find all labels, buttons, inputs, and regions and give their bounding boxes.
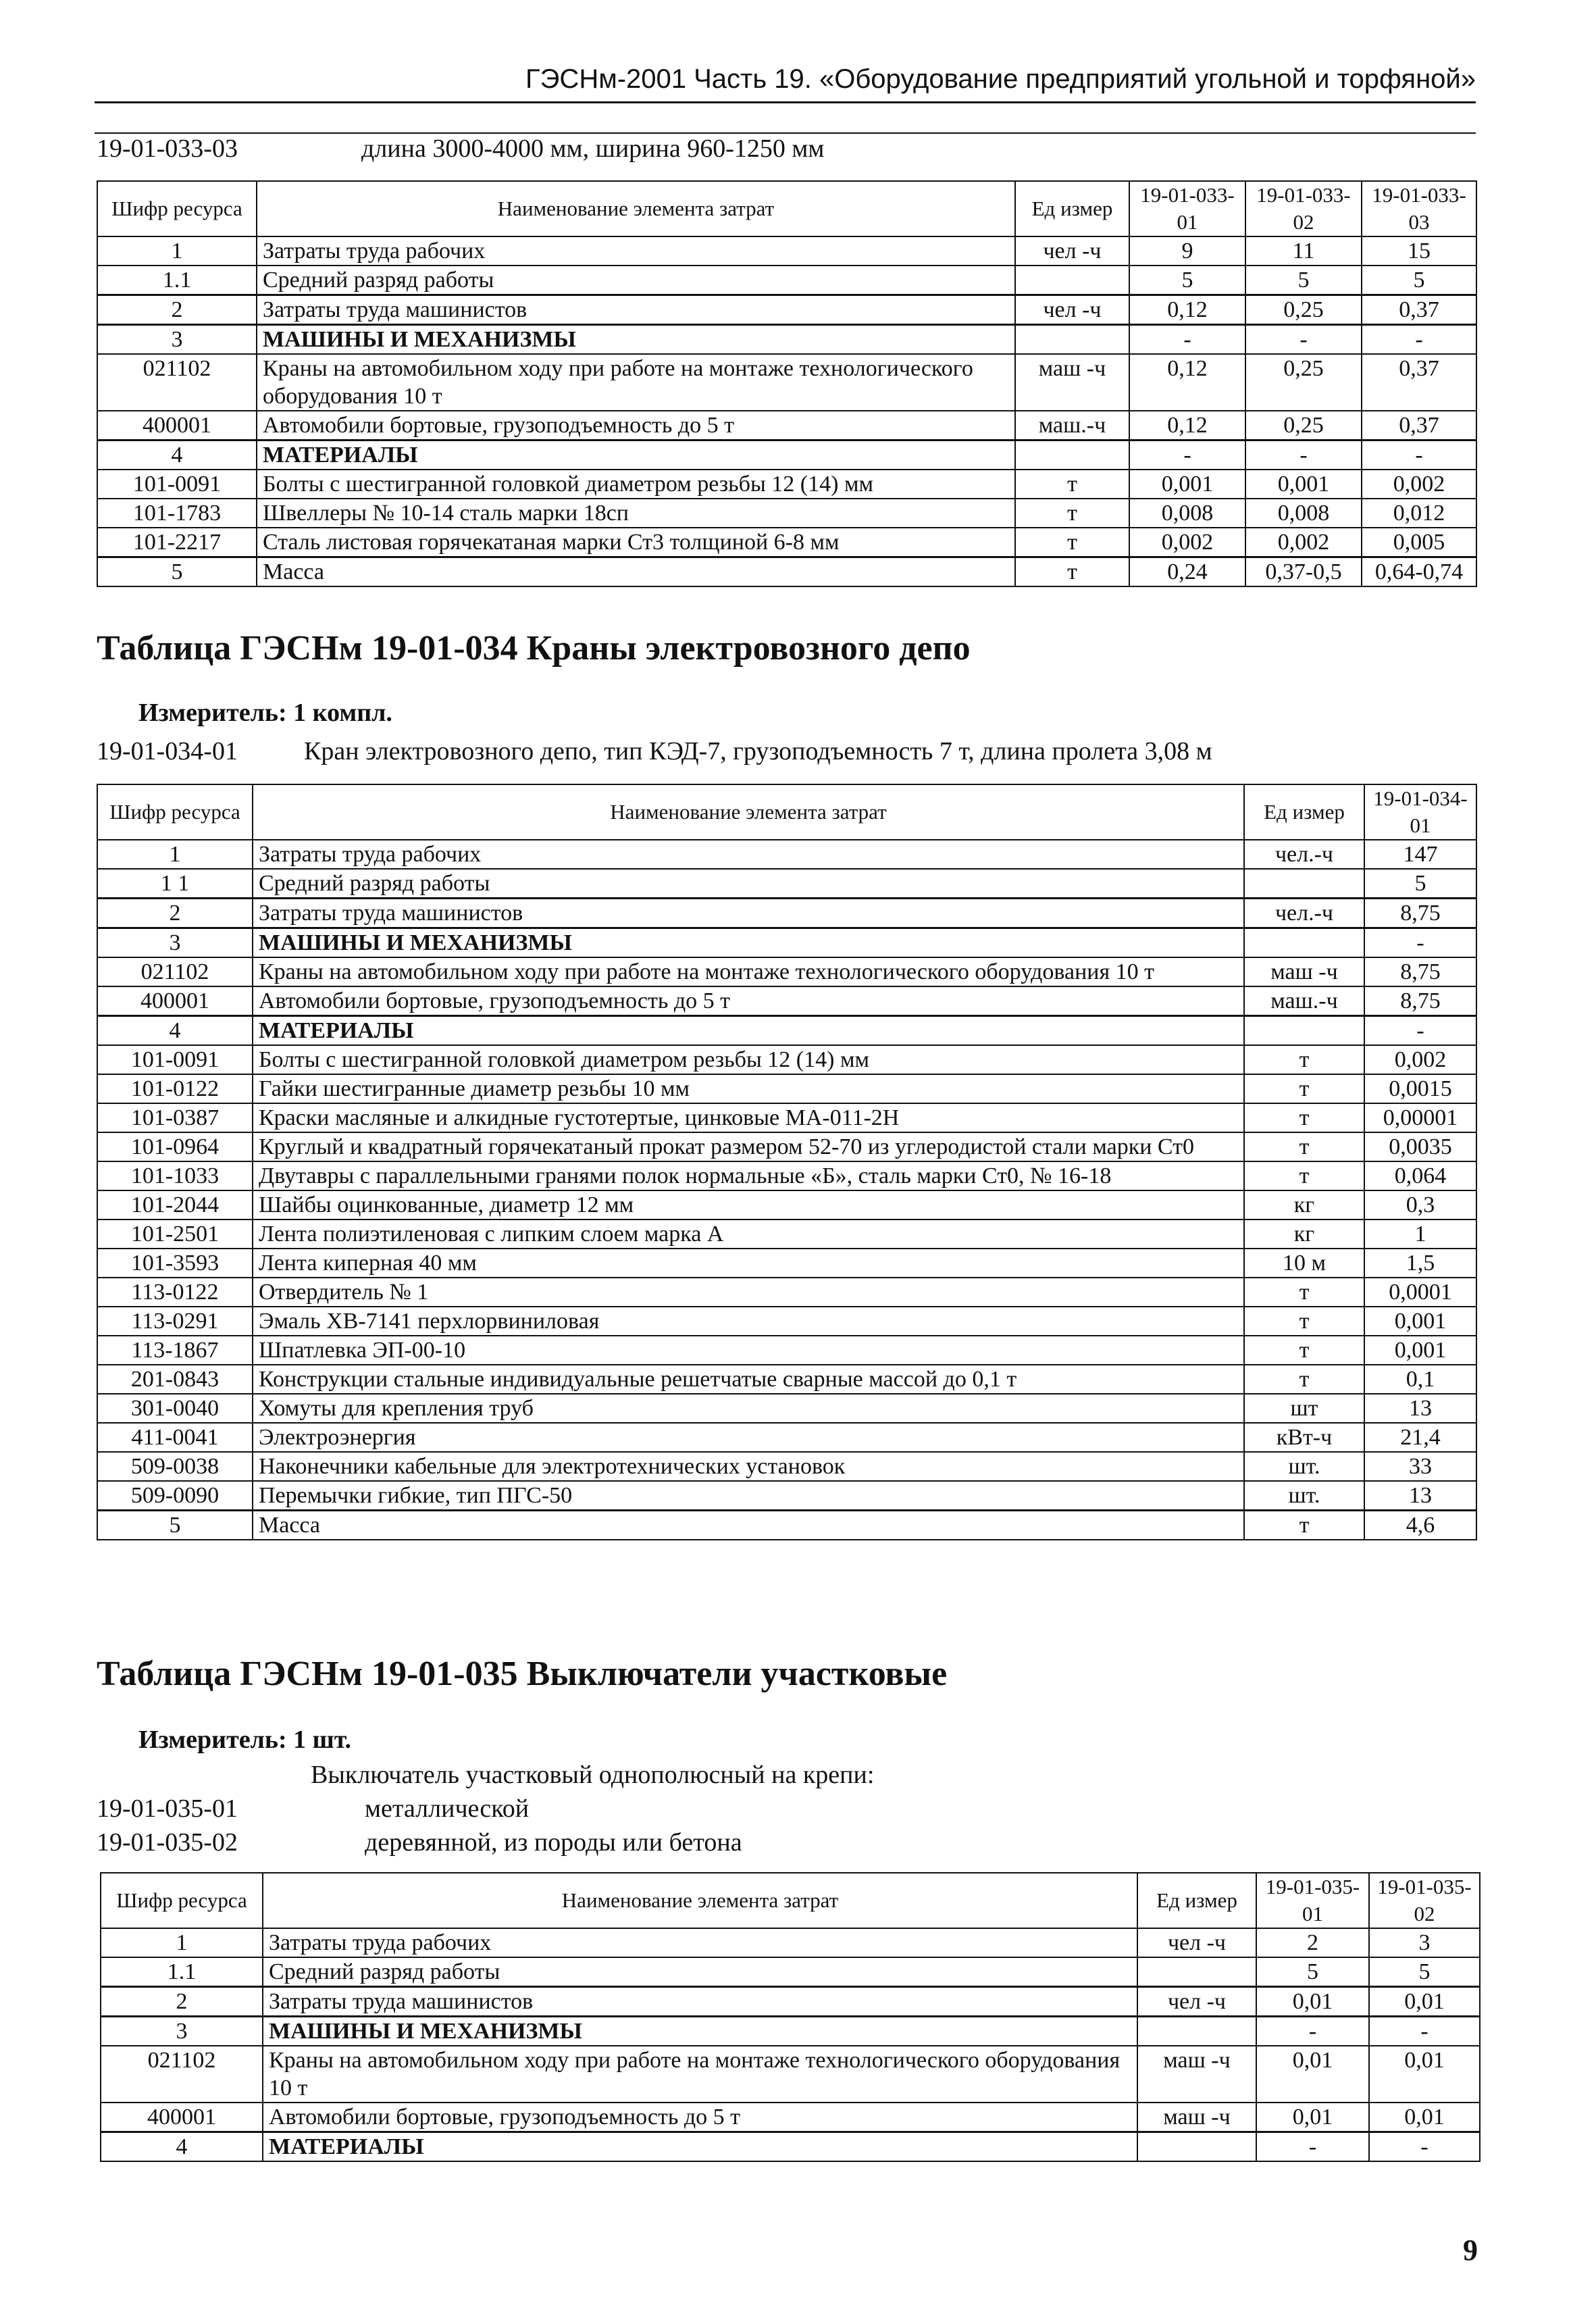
cell-unit: 10 м — [1244, 1249, 1364, 1278]
cell-unit: чел.-ч — [1244, 899, 1364, 928]
cell-name: Краны на автомобильном ходу при работе на монтаже технологического оборудования 10 т — [257, 354, 1015, 411]
table-row — [97, 1219, 1476, 1249]
cell-name: Сталь листовая горячекатаная марки Ст3 толщиной 6-8 мм — [257, 528, 1015, 557]
cell-value: - — [1256, 2132, 1369, 2162]
cell-code: 4 — [101, 2132, 263, 2162]
table-19-01-033 — [97, 180, 1477, 587]
cell-value: 0,001 — [1364, 1336, 1476, 1365]
cell-code: 2 — [97, 295, 257, 325]
cell-name: Электроэнергия — [253, 1423, 1244, 1452]
col-header-unit: Ед измер — [1015, 181, 1129, 236]
cell-name: Круглый и квадратный горячекатаный прокат размером 52-70 из углеродистой стали марки Ст0 — [253, 1132, 1244, 1161]
table-row — [97, 840, 1476, 869]
cell-unit: т — [1244, 1511, 1364, 1540]
cell-code: 5 — [97, 557, 257, 587]
cell-name: Двутавры с параллельными гранями полок нормальные «Б», сталь марки Ст0, № 16-18 — [253, 1161, 1244, 1190]
cell-name: Наконечники кабельные для электротехнических установок — [253, 1452, 1244, 1481]
cell-name: МАШИНЫ И МЕХАНИЗМЫ — [263, 2017, 1137, 2046]
table-row — [97, 928, 1476, 958]
cell-name: Краны на автомобильном ходу при работе на монтаже технологического оборудования 10 т — [263, 2046, 1137, 2103]
cell-unit: т — [1244, 1161, 1364, 1190]
block1-code: 19-01-033-03 — [97, 134, 238, 163]
cell-code: 021102 — [97, 354, 257, 411]
measure-034: Измеритель: 1 компл. — [138, 699, 392, 727]
cell-value: 0,002 — [1362, 470, 1476, 499]
cell-code: 301-0040 — [97, 1394, 253, 1423]
cell-unit: кг — [1244, 1219, 1364, 1249]
table-row — [97, 441, 1476, 470]
cell-code: 509-0038 — [97, 1452, 253, 1481]
table-row — [101, 1987, 1480, 2017]
cell-value: 0,01 — [1256, 2046, 1369, 2103]
cell-name: Шайбы оцинкованные, диаметр 12 мм — [253, 1190, 1244, 1219]
cell-code: 411-0041 — [97, 1423, 253, 1452]
cell-value: 0,064 — [1364, 1161, 1476, 1190]
cell-value: - — [1362, 325, 1476, 355]
cell-name: Шпатлевка ЭП-00-10 — [253, 1336, 1244, 1365]
cell-value: 0,1 — [1364, 1365, 1476, 1394]
col-header-unit: Ед измер — [1137, 1873, 1256, 1928]
cell-value: 0,25 — [1245, 354, 1362, 411]
table-row — [97, 1161, 1476, 1190]
cell-unit — [1137, 2132, 1256, 2162]
cell-code: 113-0122 — [97, 1278, 253, 1307]
col-header-value: 19-01-033-02 — [1245, 181, 1362, 236]
cell-code: 113-0291 — [97, 1307, 253, 1336]
col-header-name: Наименование элемента затрат — [253, 784, 1244, 840]
cell-value: 0,01 — [1256, 2103, 1369, 2132]
cell-value: 3 — [1369, 1928, 1480, 1957]
cell-name: Краны на автомобильном ходу при работе на монтаже технологического оборудования 10 т — [253, 957, 1244, 986]
cell-code: 201-0843 — [97, 1365, 253, 1394]
cell-value: - — [1364, 928, 1476, 958]
cell-name: МАШИНЫ И МЕХАНИЗМЫ — [257, 325, 1015, 355]
table-row — [97, 986, 1476, 1016]
cell-unit — [1015, 441, 1129, 470]
cell-value: 0,12 — [1129, 354, 1245, 411]
block2-code: 19-01-034-01 — [97, 737, 238, 765]
table-row — [97, 1278, 1476, 1307]
table-row — [97, 354, 1476, 411]
cell-name: Автомобили бортовые, грузоподъемность до 5 т — [257, 411, 1015, 441]
cell-value: 0,12 — [1129, 295, 1245, 325]
cell-unit — [1244, 928, 1364, 958]
cell-value: 5 — [1364, 869, 1476, 899]
table-header-row — [97, 181, 1476, 236]
cell-value: 0,37 — [1362, 295, 1476, 325]
cell-unit: чел -ч — [1015, 295, 1129, 325]
section-title-034: Таблица ГЭСНм 19-01-034 Краны электровозного депо — [97, 629, 971, 668]
cell-unit — [1137, 1957, 1256, 1987]
header-rule — [95, 101, 1476, 103]
cell-value: 0,01 — [1369, 1987, 1480, 2017]
cell-value: 9 — [1129, 236, 1245, 266]
col-header-value: 19-01-034-01 — [1364, 784, 1476, 840]
cell-value: 0,008 — [1245, 499, 1362, 528]
cell-unit: т — [1244, 1365, 1364, 1394]
table-row — [97, 295, 1476, 325]
cell-name: Средний разряд работы — [257, 266, 1015, 295]
cell-name: Лента полиэтиленовая с липким слоем марка А — [253, 1219, 1244, 1249]
cell-value: - — [1129, 325, 1245, 355]
table-row — [101, 2132, 1480, 2162]
table-row — [97, 1249, 1476, 1278]
cell-value: - — [1364, 1016, 1476, 1046]
cell-code: 101-0122 — [97, 1074, 253, 1103]
cell-unit: т — [1015, 557, 1129, 587]
table-row — [97, 1394, 1476, 1423]
cell-value: 0,12 — [1129, 411, 1245, 441]
table-row — [97, 1452, 1476, 1481]
table-row — [97, 557, 1476, 587]
cell-unit: т — [1244, 1278, 1364, 1307]
cell-value: 0,00001 — [1364, 1103, 1476, 1132]
cell-code: 3 — [97, 928, 253, 958]
cell-unit: маш -ч — [1137, 2046, 1256, 2103]
cell-name: Затраты труда машинистов — [257, 295, 1015, 325]
cell-name: Отвердитель № 1 — [253, 1278, 1244, 1307]
cell-value: 2 — [1256, 1928, 1369, 1957]
table-row — [101, 1957, 1480, 1987]
cell-value: - — [1245, 441, 1362, 470]
cell-code: 101-0091 — [97, 470, 257, 499]
cell-code: 2 — [101, 1987, 263, 2017]
cell-unit: маш.-ч — [1244, 986, 1364, 1016]
cell-value: 0,008 — [1129, 499, 1245, 528]
table-row — [97, 899, 1476, 928]
cell-value: 0,002 — [1245, 528, 1362, 557]
block3-item-desc: деревянной, из породы или бетона — [365, 1828, 742, 1857]
cell-unit: чел.-ч — [1244, 840, 1364, 869]
cell-unit: маш.-ч — [1015, 411, 1129, 441]
cell-unit — [1015, 325, 1129, 355]
cell-code: 2 — [97, 899, 253, 928]
table-row — [97, 957, 1476, 986]
cell-value: 0,25 — [1245, 295, 1362, 325]
table-row — [97, 266, 1476, 295]
cell-value: 0,001 — [1245, 470, 1362, 499]
page-number: 9 — [1463, 2234, 1478, 2267]
cell-unit: чел -ч — [1015, 236, 1129, 266]
cell-code: 101-2217 — [97, 528, 257, 557]
running-header: ГЭСНм-2001 Часть 19. «Оборудование предприятий угольной и торфяной» — [525, 64, 1476, 94]
cell-code: 509-0090 — [97, 1481, 253, 1511]
cell-code: 400001 — [97, 411, 257, 441]
cell-code: 1 — [97, 840, 253, 869]
cell-unit: шт — [1244, 1394, 1364, 1423]
cell-value: 0,0015 — [1364, 1074, 1476, 1103]
cell-name: Гайки шестигранные диаметр резьбы 10 мм — [253, 1074, 1244, 1103]
cell-name: Затраты труда машинистов — [263, 1987, 1137, 2017]
cell-value: 0,64-0,74 — [1362, 557, 1476, 587]
table-row — [97, 470, 1476, 499]
cell-name: Затраты труда рабочих — [257, 236, 1015, 266]
section-title-035: Таблица ГЭСНм 19-01-035 Выключатели участковые — [97, 1655, 948, 1693]
block3-item-code: 19-01-035-02 — [97, 1828, 238, 1857]
cell-code: 1 — [97, 236, 257, 266]
cell-code: 400001 — [101, 2103, 263, 2132]
table-row — [97, 1336, 1476, 1365]
cell-unit: кг — [1244, 1190, 1364, 1219]
cell-value: 8,75 — [1364, 957, 1476, 986]
cell-name: Конструкции стальные индивидуальные решетчатые сварные массой до 0,1 т — [253, 1365, 1244, 1394]
table-row — [97, 1074, 1476, 1103]
table-header-row — [101, 1873, 1480, 1928]
table-row — [97, 1190, 1476, 1219]
block2-desc: Кран электровозного депо, тип КЭД-7, грузоподъемность 7 т, длина пролета 3,08 м — [304, 737, 1212, 765]
cell-unit: т — [1015, 528, 1129, 557]
cell-code: 021102 — [101, 2046, 263, 2103]
cell-value: - — [1369, 2017, 1480, 2046]
cell-name: МАТЕРИАЛЫ — [257, 441, 1015, 470]
cell-value: 5 — [1245, 266, 1362, 295]
table-row — [97, 499, 1476, 528]
cell-name: Затраты труда машинистов — [253, 899, 1244, 928]
cell-value: 15 — [1362, 236, 1476, 266]
cell-value: 5 — [1369, 1957, 1480, 1987]
cell-name: Автомобили бортовые, грузоподъемность до 5 т — [263, 2103, 1137, 2132]
cell-value: 0,005 — [1362, 528, 1476, 557]
cell-value: 33 — [1364, 1452, 1476, 1481]
cell-code: 101-2044 — [97, 1190, 253, 1219]
cell-name: Болты с шестигранной головкой диаметром резьбы 12 (14) мм — [257, 470, 1015, 499]
cell-name: Затраты труда рабочих — [253, 840, 1244, 869]
cell-value: 0,37 — [1362, 354, 1476, 411]
table-row — [97, 411, 1476, 441]
cell-value: 5 — [1362, 266, 1476, 295]
table-row — [101, 1928, 1480, 1957]
cell-unit: маш -ч — [1015, 354, 1129, 411]
table-row — [97, 1307, 1476, 1336]
cell-value: 0,0035 — [1364, 1132, 1476, 1161]
table-row — [101, 2046, 1480, 2103]
table-row — [101, 2103, 1480, 2132]
table-row — [97, 1423, 1476, 1452]
table-row — [97, 1481, 1476, 1511]
cell-code: 101-2501 — [97, 1219, 253, 1249]
cell-name: МАТЕРИАЛЫ — [253, 1016, 1244, 1046]
cell-unit: маш -ч — [1244, 957, 1364, 986]
cell-unit: маш -ч — [1137, 2103, 1256, 2132]
cell-value: - — [1362, 441, 1476, 470]
cell-name: Хомуты для крепления труб — [253, 1394, 1244, 1423]
cell-unit — [1244, 1016, 1364, 1046]
cell-unit: т — [1244, 1132, 1364, 1161]
block3-item-desc: металлической — [365, 1794, 530, 1823]
cell-value: 0,0001 — [1364, 1278, 1476, 1307]
col-header-code: Шифр ресурса — [97, 784, 253, 840]
cell-value: - — [1256, 2017, 1369, 2046]
cell-code: 1 1 — [97, 869, 253, 899]
cell-name: Эмаль ХВ-7141 перхлорвиниловая — [253, 1307, 1244, 1336]
block1-desc: длина 3000-4000 мм, ширина 960-1250 мм — [361, 134, 825, 163]
cell-name: Лента киперная 40 мм — [253, 1249, 1244, 1278]
cell-name: МАШИНЫ И МЕХАНИЗМЫ — [253, 928, 1244, 958]
cell-value: 0,002 — [1364, 1045, 1476, 1074]
cell-unit — [1244, 869, 1364, 899]
table-row — [97, 1511, 1476, 1540]
table-row — [97, 1103, 1476, 1132]
cell-value: 0,37 — [1362, 411, 1476, 441]
cell-value: 0,012 — [1362, 499, 1476, 528]
table-row — [97, 528, 1476, 557]
cell-value: 0,01 — [1369, 2103, 1480, 2132]
cell-value: 0,24 — [1129, 557, 1245, 587]
cell-name: Масса — [253, 1511, 1244, 1540]
cell-unit: т — [1015, 499, 1129, 528]
cell-value: - — [1129, 441, 1245, 470]
cell-code: 101-0387 — [97, 1103, 253, 1132]
col-header-name: Наименование элемента затрат — [263, 1873, 1137, 1928]
col-header-name: Наименование элемента затрат — [257, 181, 1015, 236]
cell-code: 1 — [101, 1928, 263, 1957]
cell-value: 21,4 — [1364, 1423, 1476, 1452]
cell-code: 1.1 — [101, 1957, 263, 1987]
cell-code: 5 — [97, 1511, 253, 1540]
cell-unit: чел -ч — [1137, 1987, 1256, 2017]
table-row — [101, 2017, 1480, 2046]
cell-code: 101-0091 — [97, 1045, 253, 1074]
col-header-value: 19-01-035-02 — [1369, 1873, 1480, 1928]
table-row — [97, 1365, 1476, 1394]
cell-code: 3 — [97, 325, 257, 355]
table-row — [97, 1016, 1476, 1046]
cell-value: 147 — [1364, 840, 1476, 869]
col-header-unit: Ед измер — [1244, 784, 1364, 840]
cell-value: 13 — [1364, 1481, 1476, 1511]
cell-code: 101-1033 — [97, 1161, 253, 1190]
cell-code: 4 — [97, 441, 257, 470]
cell-unit — [1015, 266, 1129, 295]
cell-code: 4 — [97, 1016, 253, 1046]
cell-unit: кВт-ч — [1244, 1423, 1364, 1452]
table-19-01-035 — [100, 1872, 1481, 2162]
measure-035: Измеритель: 1 шт. — [138, 1726, 352, 1754]
cell-name: Автомобили бортовые, грузоподъемность до 5 т — [253, 986, 1244, 1016]
cell-value: 0,001 — [1129, 470, 1245, 499]
cell-value: 13 — [1364, 1394, 1476, 1423]
table-row — [97, 869, 1476, 899]
cell-unit — [1137, 2017, 1256, 2046]
cell-name: Масса — [257, 557, 1015, 587]
cell-value: 5 — [1129, 266, 1245, 295]
cell-code: 101-1783 — [97, 499, 257, 528]
cell-unit: шт. — [1244, 1481, 1364, 1511]
cell-value: - — [1369, 2132, 1480, 2162]
cell-value: 1 — [1364, 1219, 1476, 1249]
cell-value: 0,002 — [1129, 528, 1245, 557]
cell-value: 11 — [1245, 236, 1362, 266]
col-header-code: Шифр ресурса — [97, 181, 257, 236]
cell-code: 101-0964 — [97, 1132, 253, 1161]
cell-code: 021102 — [97, 957, 253, 986]
cell-unit: т — [1244, 1045, 1364, 1074]
cell-value: 0,01 — [1369, 2046, 1480, 2103]
cell-unit: т — [1244, 1103, 1364, 1132]
col-header-value: 19-01-035-01 — [1256, 1873, 1369, 1928]
cell-name: Болты с шестигранной головкой диаметром резьбы 12 (14) мм — [253, 1045, 1244, 1074]
cell-code: 3 — [101, 2017, 263, 2046]
cell-name: Перемычки гибкие, тип ПГС-50 — [253, 1481, 1244, 1511]
cell-unit: т — [1244, 1336, 1364, 1365]
cell-name: Средний разряд работы — [263, 1957, 1137, 1987]
table-row — [97, 1045, 1476, 1074]
cell-code: 1.1 — [97, 266, 257, 295]
cell-code: 400001 — [97, 986, 253, 1016]
cell-code: 101-3593 — [97, 1249, 253, 1278]
cell-name: МАТЕРИАЛЫ — [263, 2132, 1137, 2162]
table-row — [97, 1132, 1476, 1161]
col-header-value: 19-01-033-03 — [1362, 181, 1476, 236]
cell-code: 113-1867 — [97, 1336, 253, 1365]
block3-intro: Выключатель участковый однополюсный на крепи: — [311, 1761, 875, 1789]
cell-value: 0,3 — [1364, 1190, 1476, 1219]
col-header-code: Шифр ресурса — [101, 1873, 263, 1928]
cell-name: Швеллеры № 10-14 сталь марки 18сп — [257, 499, 1015, 528]
cell-value: 1,5 — [1364, 1249, 1476, 1278]
cell-value: 0,001 — [1364, 1307, 1476, 1336]
cell-value: 8,75 — [1364, 899, 1476, 928]
cell-unit: т — [1015, 470, 1129, 499]
cell-value: 8,75 — [1364, 986, 1476, 1016]
table-19-01-034 — [97, 784, 1477, 1540]
cell-name: Затраты труда рабочих — [263, 1928, 1137, 1957]
cell-value: 4,6 — [1364, 1511, 1476, 1540]
cell-unit: т — [1244, 1074, 1364, 1103]
cell-value: 5 — [1256, 1957, 1369, 1987]
cell-unit: чел -ч — [1137, 1928, 1256, 1957]
cell-unit: шт. — [1244, 1452, 1364, 1481]
cell-name: Краски масляные и алкидные густотертые, цинковые МА-011-2Н — [253, 1103, 1244, 1132]
table-header-row — [97, 784, 1476, 840]
cell-name: Средний разряд работы — [253, 869, 1244, 899]
cell-value: - — [1245, 325, 1362, 355]
col-header-value: 19-01-033-01 — [1129, 181, 1245, 236]
table-row — [97, 236, 1476, 266]
block3-item-code: 19-01-035-01 — [97, 1794, 238, 1823]
cell-value: 0,25 — [1245, 411, 1362, 441]
cell-value: 0,37-0,5 — [1245, 557, 1362, 587]
cell-value: 0,01 — [1256, 1987, 1369, 2017]
table-row — [97, 325, 1476, 355]
cell-unit: т — [1244, 1307, 1364, 1336]
